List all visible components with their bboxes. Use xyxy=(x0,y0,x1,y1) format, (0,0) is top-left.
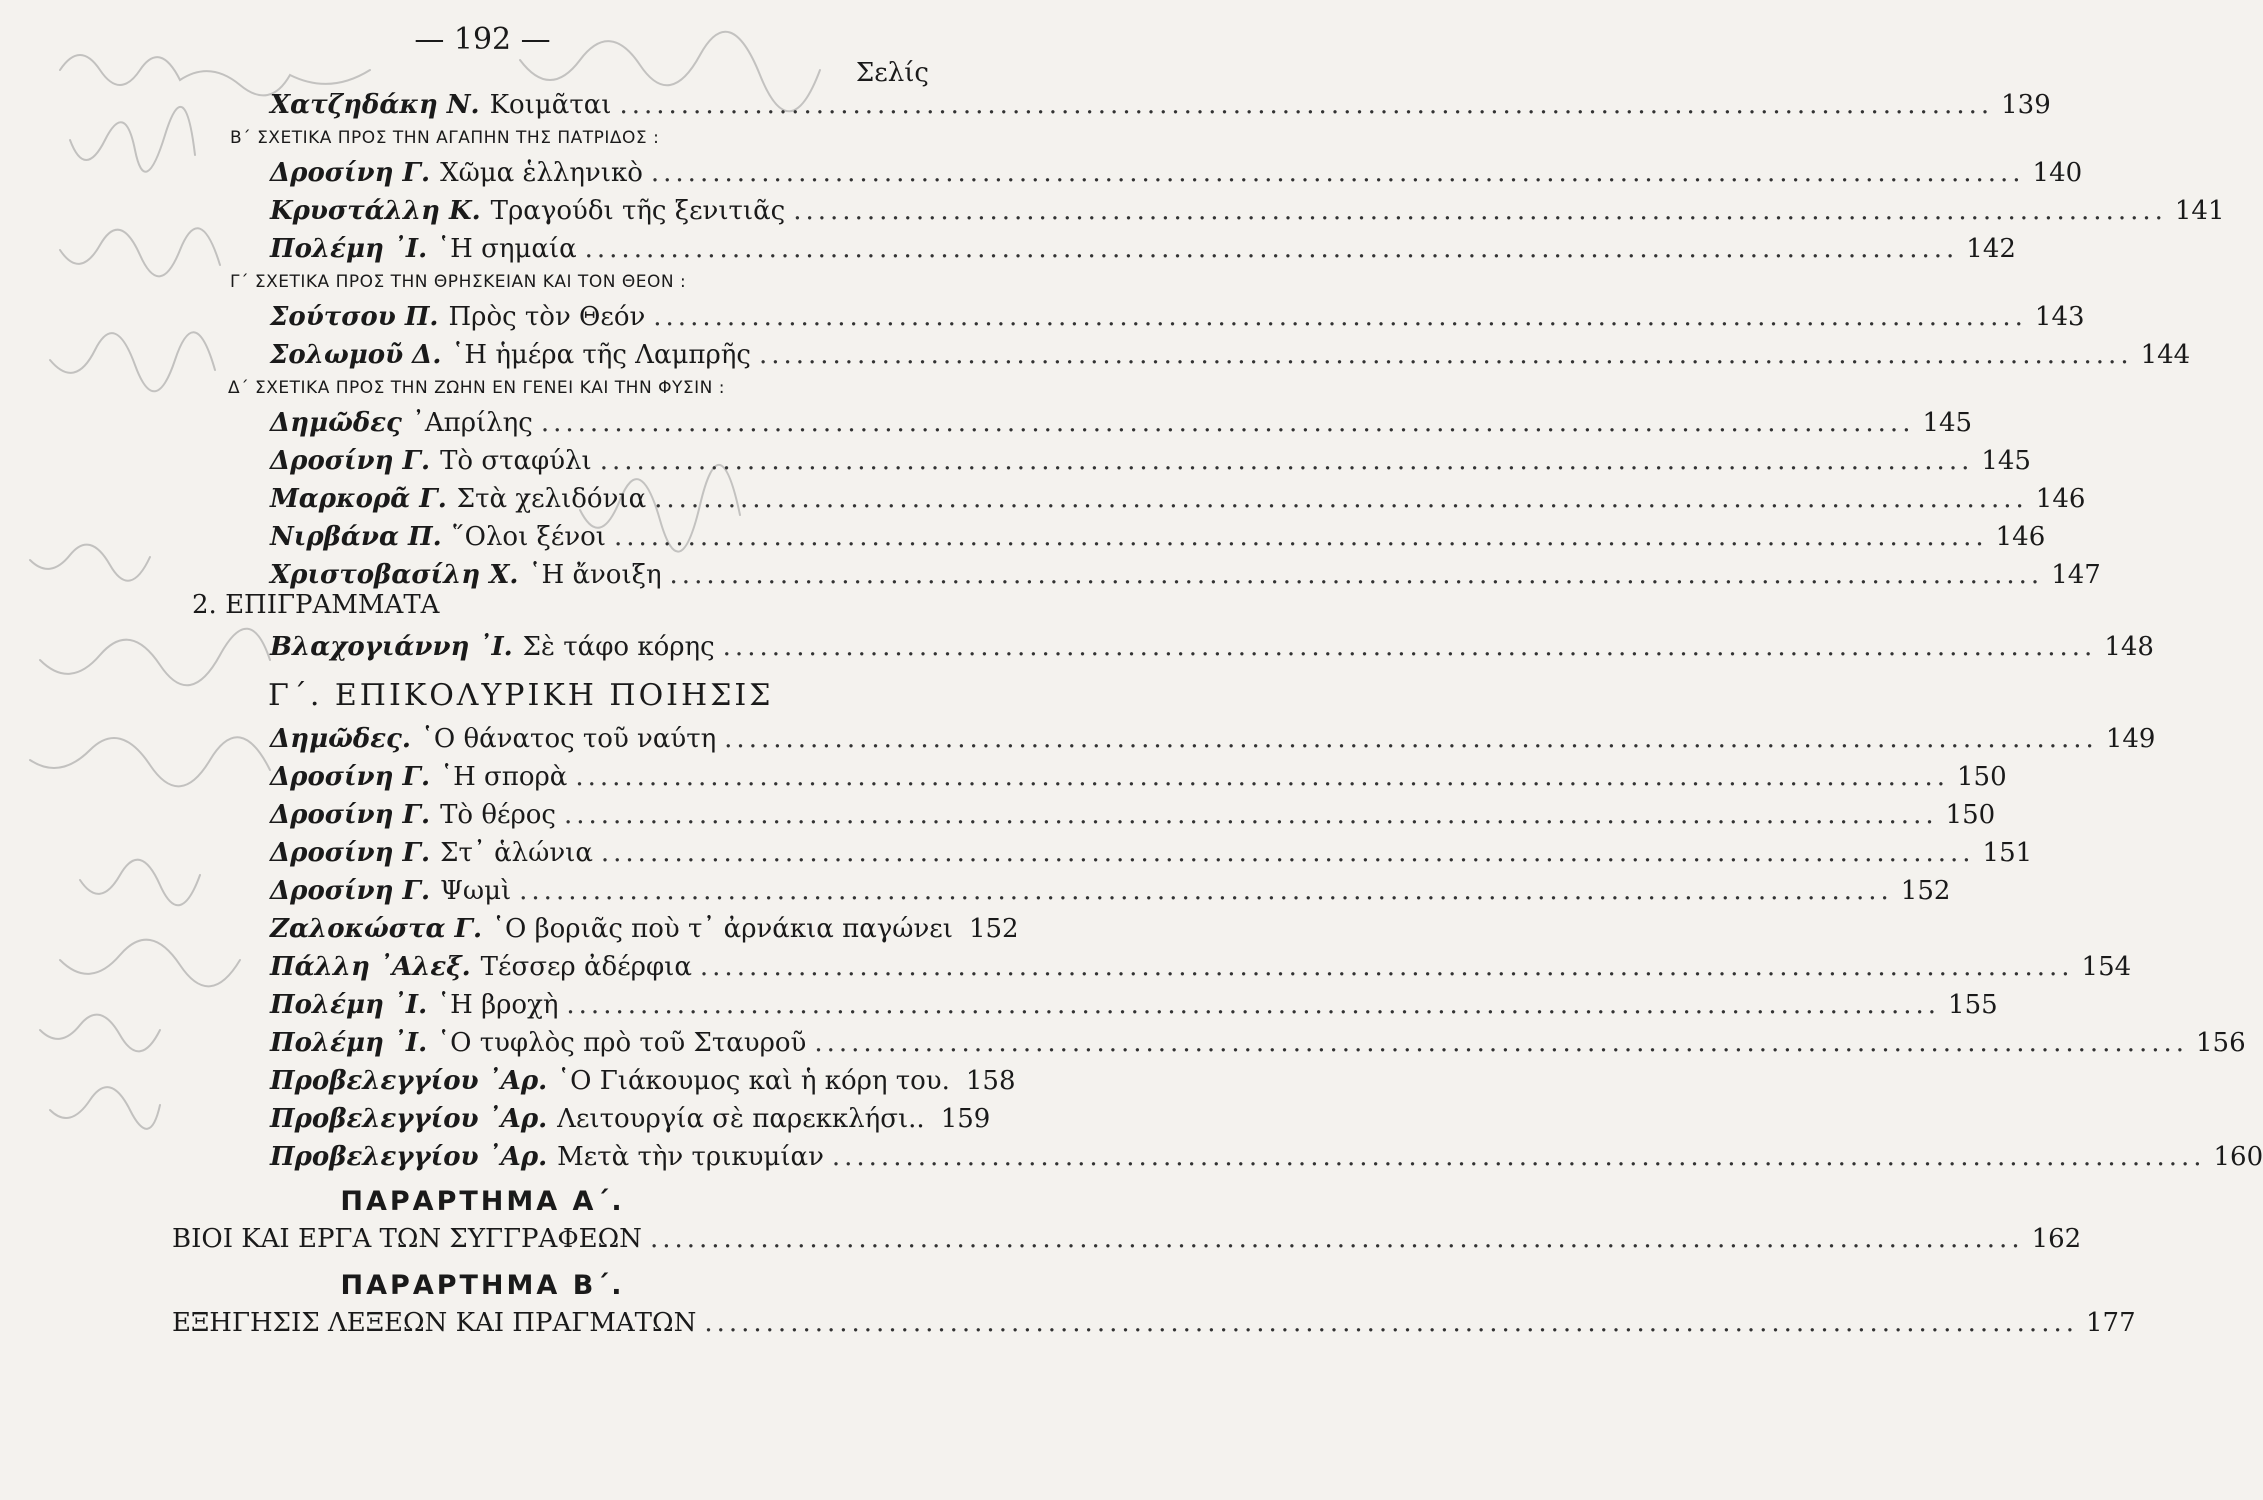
toc-entry xyxy=(270,196,2225,226)
dot-leader xyxy=(585,234,1959,264)
entry-title: Τὸ σταφύλι xyxy=(440,446,592,476)
dot-leader xyxy=(793,196,2167,226)
entry-title: ῾Ο τυφλὸς πρὸ τοῦ Σταυροῦ xyxy=(437,1028,807,1058)
entry-author: Δροσίνη Γ. xyxy=(270,838,431,868)
entry-title: Κοιμᾶται xyxy=(489,90,612,120)
entry-title: Στ᾿ ἁλώνια xyxy=(440,838,593,868)
entry-title: Τὸ θέρος xyxy=(440,800,556,830)
toc-entry xyxy=(270,876,1951,906)
dot-leader xyxy=(654,484,2028,514)
entry-author: Πολέμη ᾿Ι. xyxy=(270,234,428,264)
entry-page-number: 149 xyxy=(2105,724,2156,754)
toc-entry xyxy=(270,952,2132,982)
toc-entry xyxy=(270,762,2007,792)
entry-page-number: 141 xyxy=(2174,196,2225,226)
dot-leader xyxy=(650,1224,2024,1254)
dot-leader xyxy=(566,990,1940,1020)
dot-leader xyxy=(541,408,1915,438)
toc-entry xyxy=(270,1028,2246,1058)
entry-title: Χῶμα ἑλληνικὸ xyxy=(440,158,643,188)
entry-title: ῾Η ἡμέρα τῆς Λαμπρῆς xyxy=(451,340,751,370)
dot-leader xyxy=(832,1142,2206,1172)
toc-entry xyxy=(270,158,2083,188)
entry-title: ῾Ο Γιάκουμος καὶ ἡ κόρη του. xyxy=(557,1066,950,1096)
entry-page-number: 146 xyxy=(1995,522,2046,552)
entry-title: Σὲ τάφο κόρης xyxy=(522,632,715,662)
entry-author: Δροσίνη Γ. xyxy=(270,762,431,792)
entry-page-number: 159 xyxy=(940,1104,991,1134)
entry-page-number: 144 xyxy=(2140,340,2191,370)
entry-page-number: 162 xyxy=(2031,1224,2082,1254)
dot-leader xyxy=(814,1028,2188,1058)
dot-leader xyxy=(519,876,1893,906)
entry-title: ῞Ολοι ξένοι xyxy=(451,522,606,552)
entry-author: Πολέμη ᾿Ι. xyxy=(270,1028,428,1058)
entry-title: ΕΞΗΓΗΣΙΣ ΛΕΞΕΩΝ ΚΑΙ ΠΡΑΓΜΑΤΩΝ xyxy=(172,1308,697,1338)
dot-leader xyxy=(619,90,1993,120)
entry-title: Πρὸς τὸν Θεόν xyxy=(448,302,646,332)
toc-entry xyxy=(270,1104,991,1134)
entry-author: Δροσίνη Γ. xyxy=(270,800,431,830)
dot-leader xyxy=(653,302,2027,332)
dot-leader xyxy=(723,632,2097,662)
toc-entry xyxy=(270,632,2154,662)
dot-leader xyxy=(575,762,1949,792)
dot-leader xyxy=(700,952,2074,982)
entry-page-number: 147 xyxy=(2051,560,2101,590)
toc-subheading: Γ΄ ΣΧΕΤΙΚΑ ΠΡΟΣ ΤΗΝ ΘΡΗΣΚΕΙΑΝ ΚΑΙ ΤΟΝ ΘΕΟΝ : xyxy=(230,272,687,292)
entry-author: Προβελεγγίου ᾿Αρ. xyxy=(270,1104,548,1134)
toc-entry xyxy=(270,990,1998,1020)
entry-author: Δροσίνη Γ. xyxy=(270,446,431,476)
entry-title: ᾿Απρίλης xyxy=(411,408,533,438)
toc-entry xyxy=(270,408,1973,438)
entry-page-number: 146 xyxy=(2035,484,2086,514)
entry-author: Δημῶδες. xyxy=(270,724,411,754)
dot-leader xyxy=(601,838,1975,868)
entry-title: ῾Ο βοριᾶς ποὺ τ᾿ ἀρνάκια παγώνει xyxy=(492,914,953,944)
toc-entry xyxy=(270,340,2191,370)
entry-page-number: 160 xyxy=(2213,1142,2263,1172)
toc-entry xyxy=(270,838,2033,868)
dot-leader xyxy=(670,560,2044,590)
toc-entry xyxy=(270,302,2085,332)
toc-entry xyxy=(270,724,2156,754)
entry-page-number: 148 xyxy=(2104,632,2154,662)
entry-author: Μαρκορᾶ Γ. xyxy=(270,484,447,514)
entry-page-number: 150 xyxy=(1956,762,2007,792)
appendix-title: ΠΑΡΑΡΤΗΜΑ Α΄. xyxy=(340,1186,625,1217)
entry-title: ΒΙΟΙ ΚΑΙ ΕΡΓΑ ΤΩΝ ΣΥΓΓΡΑΦΕΩΝ xyxy=(172,1224,642,1254)
page-column-label: Σελίς xyxy=(855,58,929,88)
entry-author: Ζαλοκώστα Γ. xyxy=(270,914,483,944)
entry-author: Σολωμοῦ Δ. xyxy=(270,340,442,370)
toc-section-title: Γ΄. ΕΠΙΚΟΛΥΡΙΚΗ ΠΟΙΗΣΙΣ xyxy=(268,678,774,713)
toc-entry xyxy=(172,1224,2082,1254)
entry-title: ῾Η βροχὴ xyxy=(437,990,559,1020)
entry-page-number: 156 xyxy=(2196,1028,2246,1058)
entry-title: ῾Η σημαία xyxy=(437,234,577,264)
dot-leader xyxy=(724,724,2098,754)
toc-subheading: Β΄ ΣΧΕΤΙΚΑ ΠΡΟΣ ΤΗΝ ΑΓΑΠΗΝ ΤΗΣ ΠΑΤΡΙΔΟΣ : xyxy=(230,128,660,148)
toc-entry xyxy=(270,1066,1016,1096)
entry-author: Προβελεγγίου ᾿Αρ. xyxy=(270,1142,548,1172)
page-number: — 192 — xyxy=(414,22,551,57)
toc-entry xyxy=(270,800,1996,830)
dot-leader xyxy=(614,522,1988,552)
entry-page-number: 150 xyxy=(1945,800,1996,830)
toc-entry xyxy=(270,522,2046,552)
entry-page-number: 145 xyxy=(1981,446,2031,476)
entry-author: Δροσίνη Γ. xyxy=(270,876,431,906)
entry-page-number: 152 xyxy=(1900,876,1951,906)
toc-entry xyxy=(172,1308,2136,1338)
entry-page-number: 155 xyxy=(1948,990,1998,1020)
entry-page-number: 154 xyxy=(2081,952,2132,982)
appendix-title: ΠΑΡΑΡΤΗΜΑ Β΄. xyxy=(340,1270,625,1301)
dot-leader xyxy=(564,800,1938,830)
toc-entry xyxy=(270,446,2031,476)
entry-author: Νιρβάνα Π. xyxy=(270,522,442,552)
entry-page-number: 177 xyxy=(2085,1308,2136,1338)
entry-page-number: 142 xyxy=(1966,234,2016,264)
entry-page-number: 143 xyxy=(2034,302,2085,332)
toc-entry xyxy=(270,560,2101,590)
entry-page-number: 151 xyxy=(1982,838,2033,868)
entry-author: Χριστοβασίλη Χ. xyxy=(270,560,519,590)
entry-title: ῾Η σπορὰ xyxy=(440,762,568,792)
entry-page-number: 139 xyxy=(2001,90,2051,120)
entry-author: Σούτσου Π. xyxy=(270,302,439,332)
toc-entry xyxy=(270,484,2086,514)
entry-author: Πάλλη ᾿Αλεξ. xyxy=(270,952,471,982)
toc-entry xyxy=(270,234,2016,264)
entry-title: Λειτουργία σὲ παρεκκλήσι.. xyxy=(557,1104,925,1134)
entry-page-number: 158 xyxy=(965,1066,1016,1096)
toc-entry xyxy=(270,914,1019,944)
entry-title: ῾Η ἄνοιξη xyxy=(528,560,662,590)
entry-page-number: 152 xyxy=(968,914,1019,944)
entry-author: Χατζηδάκη Ν. xyxy=(270,90,480,120)
entry-title: Τέσσερ ἀδέρφια xyxy=(480,952,692,982)
toc-subheading: Δ΄ ΣΧΕΤΙΚΑ ΠΡΟΣ ΤΗΝ ΖΩΗΝ ΕΝ ΓΕΝΕΙ ΚΑΙ ΤΗΝ ΦΥΣΙΝ : xyxy=(228,378,725,398)
dot-leader xyxy=(759,340,2133,370)
dot-leader xyxy=(600,446,1974,476)
dot-leader xyxy=(704,1308,2078,1338)
dot-leader xyxy=(651,158,2025,188)
entry-author: Πολέμη ᾿Ι. xyxy=(270,990,428,1020)
entry-title: Τραγούδι τῆς ξενιτιᾶς xyxy=(490,196,786,226)
entry-author: Κρυστάλλη Κ. xyxy=(270,196,481,226)
toc-subsection-title: 2. ΕΠΙΓΡΑΜΜΑΤΑ xyxy=(192,590,440,620)
entry-page-number: 145 xyxy=(1922,408,1973,438)
entry-title: Στὰ χελιδόνια xyxy=(456,484,647,514)
entry-author: Προβελεγγίου ᾿Αρ. xyxy=(270,1066,548,1096)
entry-author: Δημῶδες xyxy=(270,408,402,438)
toc-entry xyxy=(270,90,2051,120)
entry-author: Βλαχογιάννη ᾿Ι. xyxy=(270,632,513,662)
entry-title: Μετὰ τὴν τρικυμίαν xyxy=(557,1142,824,1172)
entry-author: Δροσίνη Γ. xyxy=(270,158,431,188)
entry-title: ῾Ο θάνατος τοῦ ναύτη xyxy=(420,724,717,754)
toc-entry xyxy=(270,1142,2263,1172)
entry-page-number: 140 xyxy=(2032,158,2083,188)
entry-title: Ψωμὶ xyxy=(440,876,512,906)
